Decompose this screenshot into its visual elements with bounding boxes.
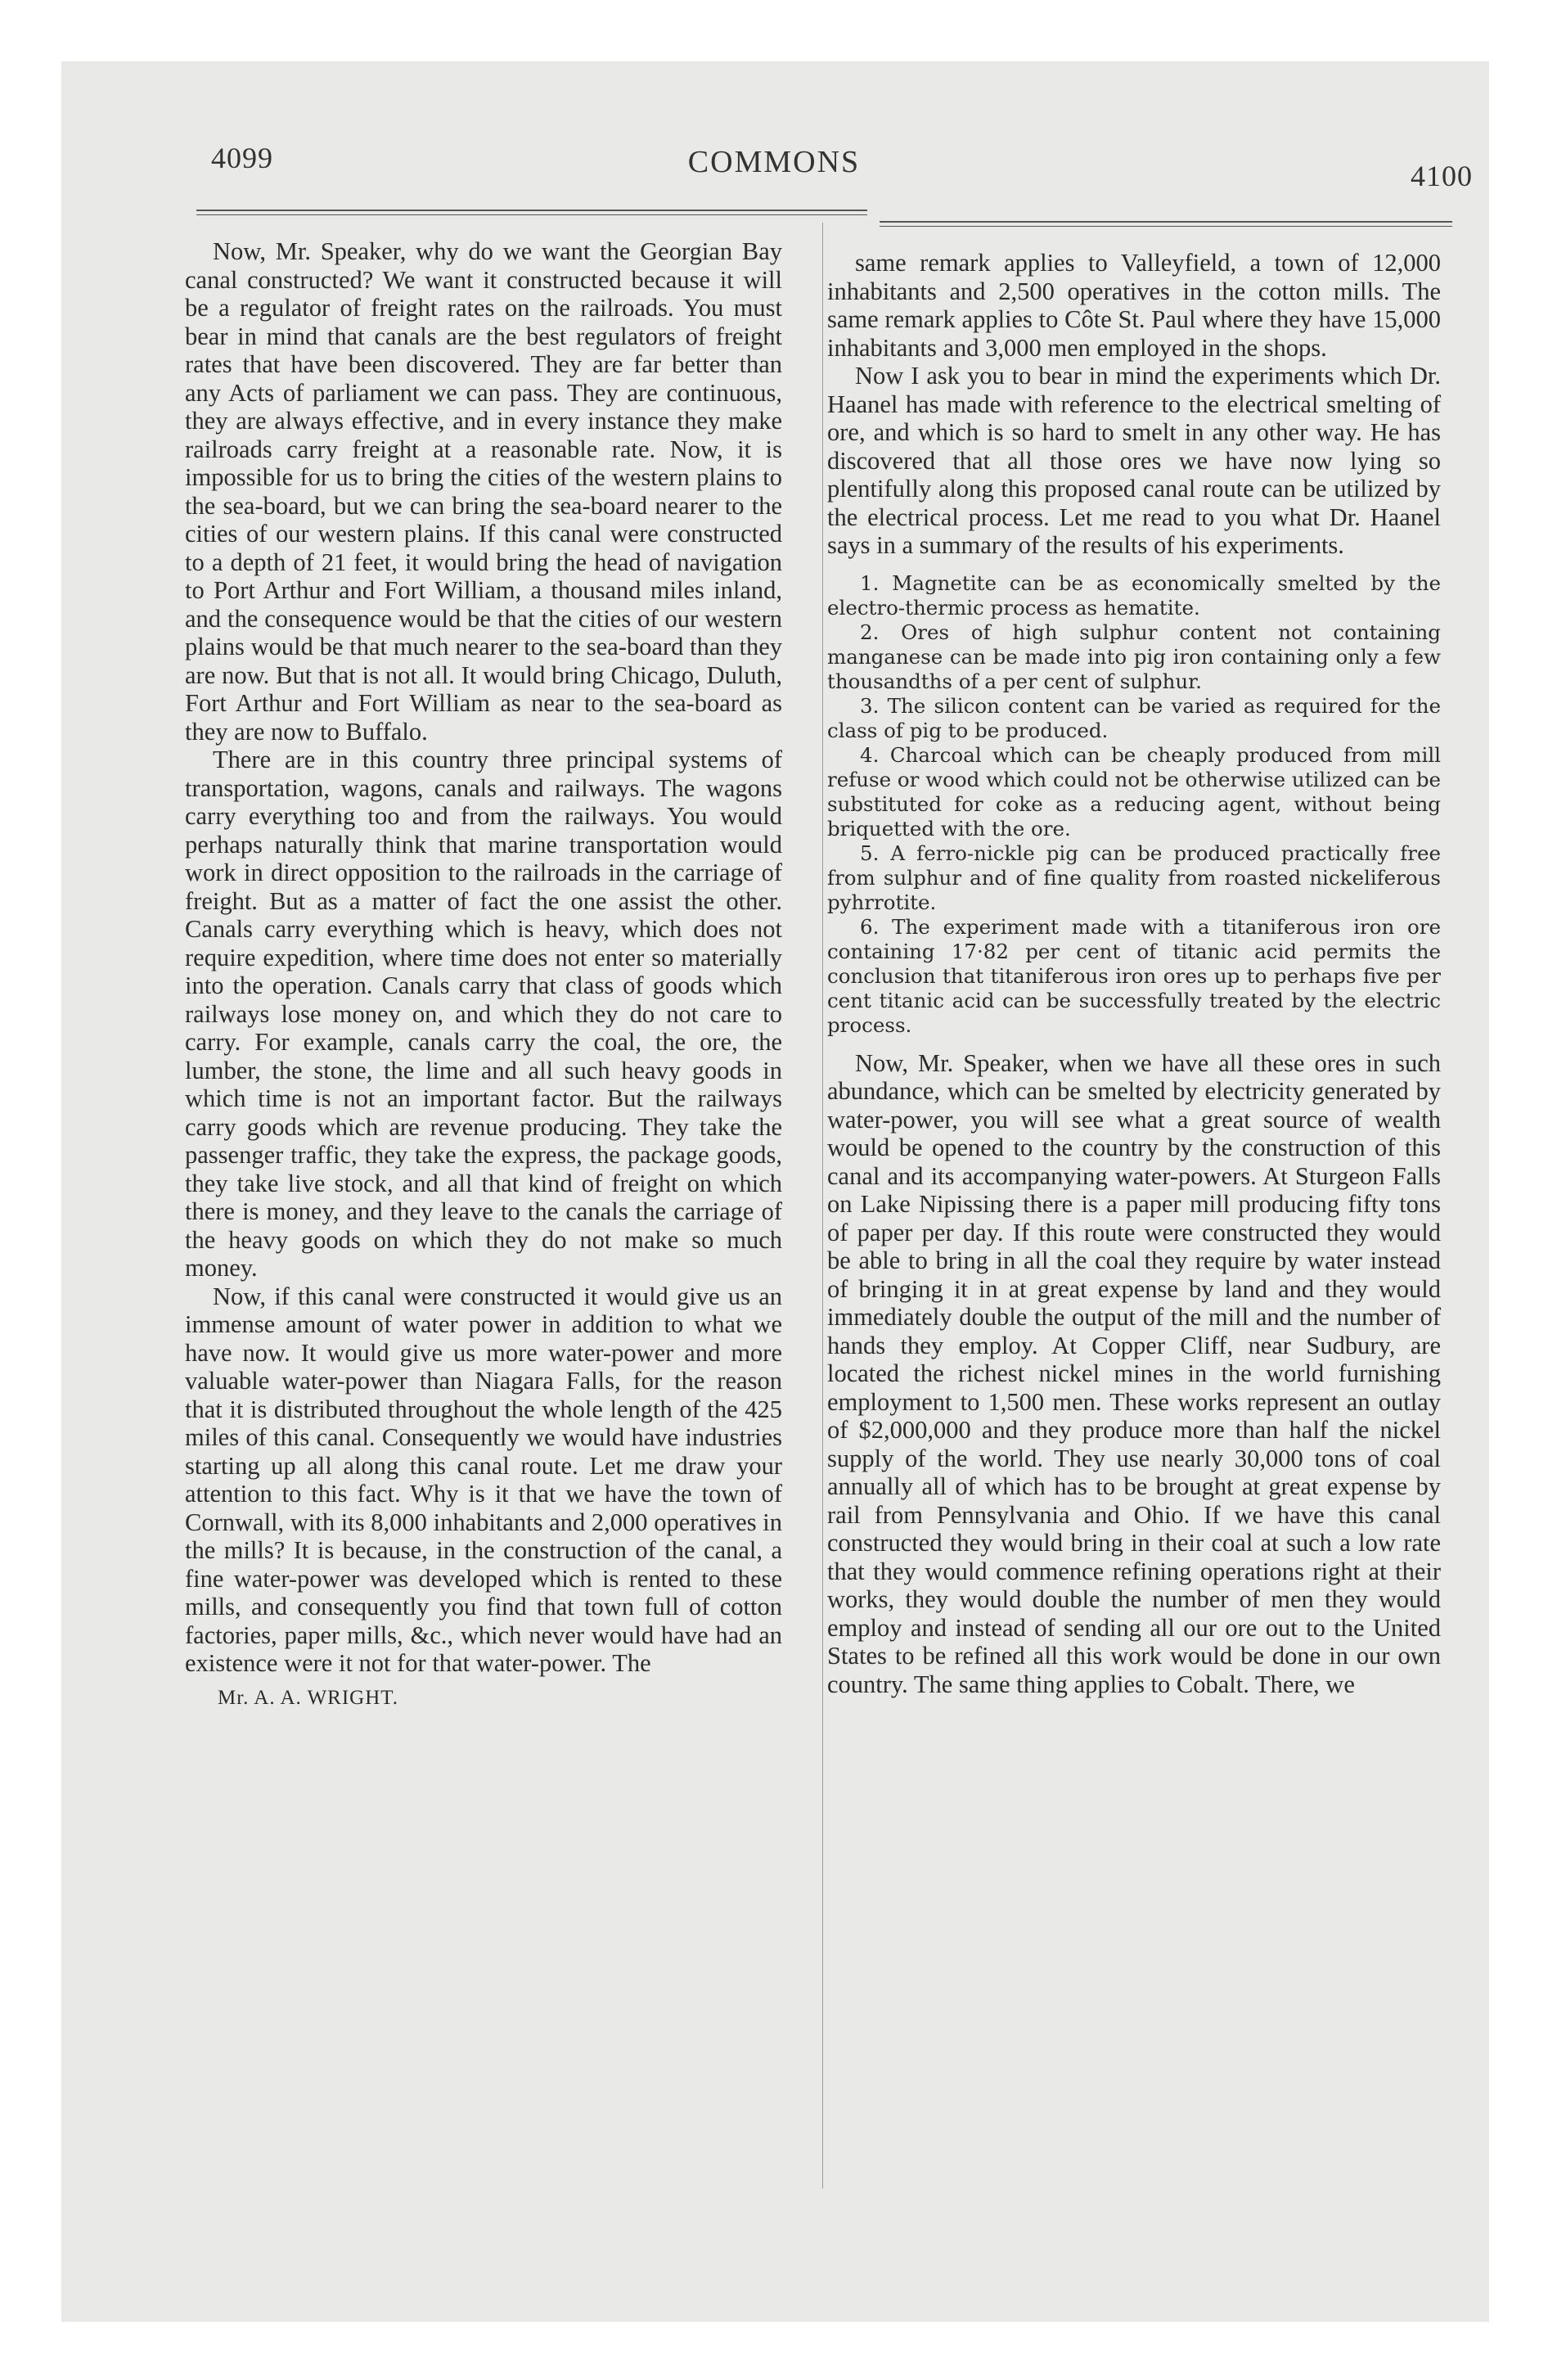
left-column [185,237,782,1712]
header-rule-right [880,221,1452,223]
speaker-line: Mr. A. A. WRIGHT. [218,1686,398,1709]
paragraph: There are in this country three principal systems of transportation, wagons, canals and railways. The wagons carry everything too and from the railways. You would perhaps naturally think that marine transportation would work in direct opposition to the railroads in the carriage of freight. But as a matter of fact the one assist the other. Canals carry everything which is heavy, which does not require expedition, where time does not enter so materially into the operation. Canals carry that class of goods which railways lose money on, and which they do not care to carry. For example, canals carry the coal, the ore, the lumber, the stone, the lime and all such heavy goods in which time is not an important factor. But the railways carry goods which are revenue producing. They take the passenger traffic, they take the express, the package goods, they take live stock, and all that kind of freight on which there is money, and they leave to the canals the carriage of the heavy goods on which they do not make so much money. [185,746,782,1282]
paragraph: Now I ask you to bear in mind the experiments which Dr. Haanel has made with reference to the electrical smelting of ore, and which is so hard to smelt in any other way. He has discovered that all those ores we have now lying so plentifully along this proposed canal route can be utilized by the electrical process. Let me read to you what Dr. Haanel says in a summary of the results of his experiments. [827,362,1441,559]
list-item: 2. Ores of high sulphur content not containing manganese can be made into pig iron containing only a few thousandths of a per cent of sulphur. [827,620,1441,693]
paragraph: Now, Mr. Speaker, why do we want the Georgian Bay canal constructed? We want it constructed because it will be a regulator of freight rates on the railroads. You must bear in mind that canals are the best regulators of freight rates that have been discovered. They are far better than any Acts of parliament we can pass. They are continuous, they are always effective, and in every instance they make railroads carry freight at a reasonable rate. Now, it is impossible for us to bring the cities of the western plains to the sea-board, but we can bring the sea-board nearer to the cities of our western plains. If this canal were constructed to a depth of 21 feet, it would bring the head of navigation to Port Arthur and Fort William, a thousand miles inland, and the consequence would be that the cities of our western plains would be that much nearer to the sea-board than they are now. But that is not all. It would bring Chicago, Duluth, Fort Arthur and Fort William as near to the sea-board as they are now to Buffalo. [185,237,782,746]
header-rule-right-thin [880,226,1452,227]
right-page-number: 4100 [1411,160,1473,192]
right-column [827,249,1441,1698]
header-rule-left [196,210,867,211]
list-item: 3. The silicon content can be varied as required for the class of pig to be produced. [827,693,1441,742]
list-item: 5. A ferro-nickle pig can be produced practically free from sulphur and of fine quality from roasted nickeliferous pyhrrotite. [827,841,1441,914]
paragraph: Now, Mr. Speaker, when we have all these ores in such abundance, which can be smelted by electricity generated by water-power, you will see what a great source of wealth would be opened to the country by the construction of this canal and its accompanying water-powers. At Sturgeon Falls on Lake Nipissing there is a paper mill producing fifty tons of paper per day. If this route were constructed they would be able to bring in all the coal they require by water instead of bringing it in at great expense by land and they would immediately double the output of the mill and the number of hands they employ. At Copper Cliff, near Sudbury, are located the richest nickel mines in the world furnishing employment to 1,500 men. These works represent an outlay of $2,000,000 and they produce more than half the nickel supply of the world. They use nearly 30,000 tons of coal annually all of which has to be brought at great expense by rail from Pennsylvania and Ohio. If we have this canal constructed they would bring in their coal at such a low rate that they would commence refining operations right at their works, they would double the number of men they would employ and instead of sending all our ore out to the United States to be refined all this work would be done in our own country. The same thing applies to Cobalt. There, we [827,1048,1441,1698]
running-title: COMMONS [687,145,861,179]
list-item: 1. Magnetite can be as economically smelted by the electro-thermic process as hematite. [827,570,1441,620]
column-divider [822,223,823,2188]
header-rule-left-thin [196,214,867,215]
paragraph: Now, if this canal were constructed it would give us an immense amount of water power in addition to what we have now. It would give us more water-power and more valuable water-power than Niagara Falls, for the reason that it is distributed throughout the whole length of the 425 miles of this canal. Consequently we would have industries starting up all along this canal route. Let me draw your attention to this fact. Why is it that we have the town of Cornwall, with its 8,000 inhabitants and 2,000 operatives in the mills? It is because, in the construction of the canal, a fine water-power was developed which is rented to these mills, and consequently you find that town full of cotton factories, paper mills, &c., which never would have had an existence were it not for that water-power. The [185,1282,782,1677]
paragraph: same remark applies to Valleyfield, a town of 12,000 inhabitants and 2,500 operatives in the cotton mills. The same remark applies to Côte St. Paul where they have 15,000 inhabitants and 3,000 men employed in the shops. [827,249,1441,362]
left-page-number: 4099 [211,142,273,174]
list-item: 6. The experiment made with a titaniferous iron ore containing 17·82 per cent of titanic acid permits the conclusion that titaniferous iron ores up to perhaps five per cent titanic acid can be successfully treated by the electric process. [827,914,1441,1037]
quoted-summary-list [827,571,1441,1038]
list-item: 4. Charcoal which can be cheaply produced from mill refuse or wood which could not be otherwise utilized can be substituted for coke as a reducing agent, without being briquetted with the ore. [827,742,1442,841]
